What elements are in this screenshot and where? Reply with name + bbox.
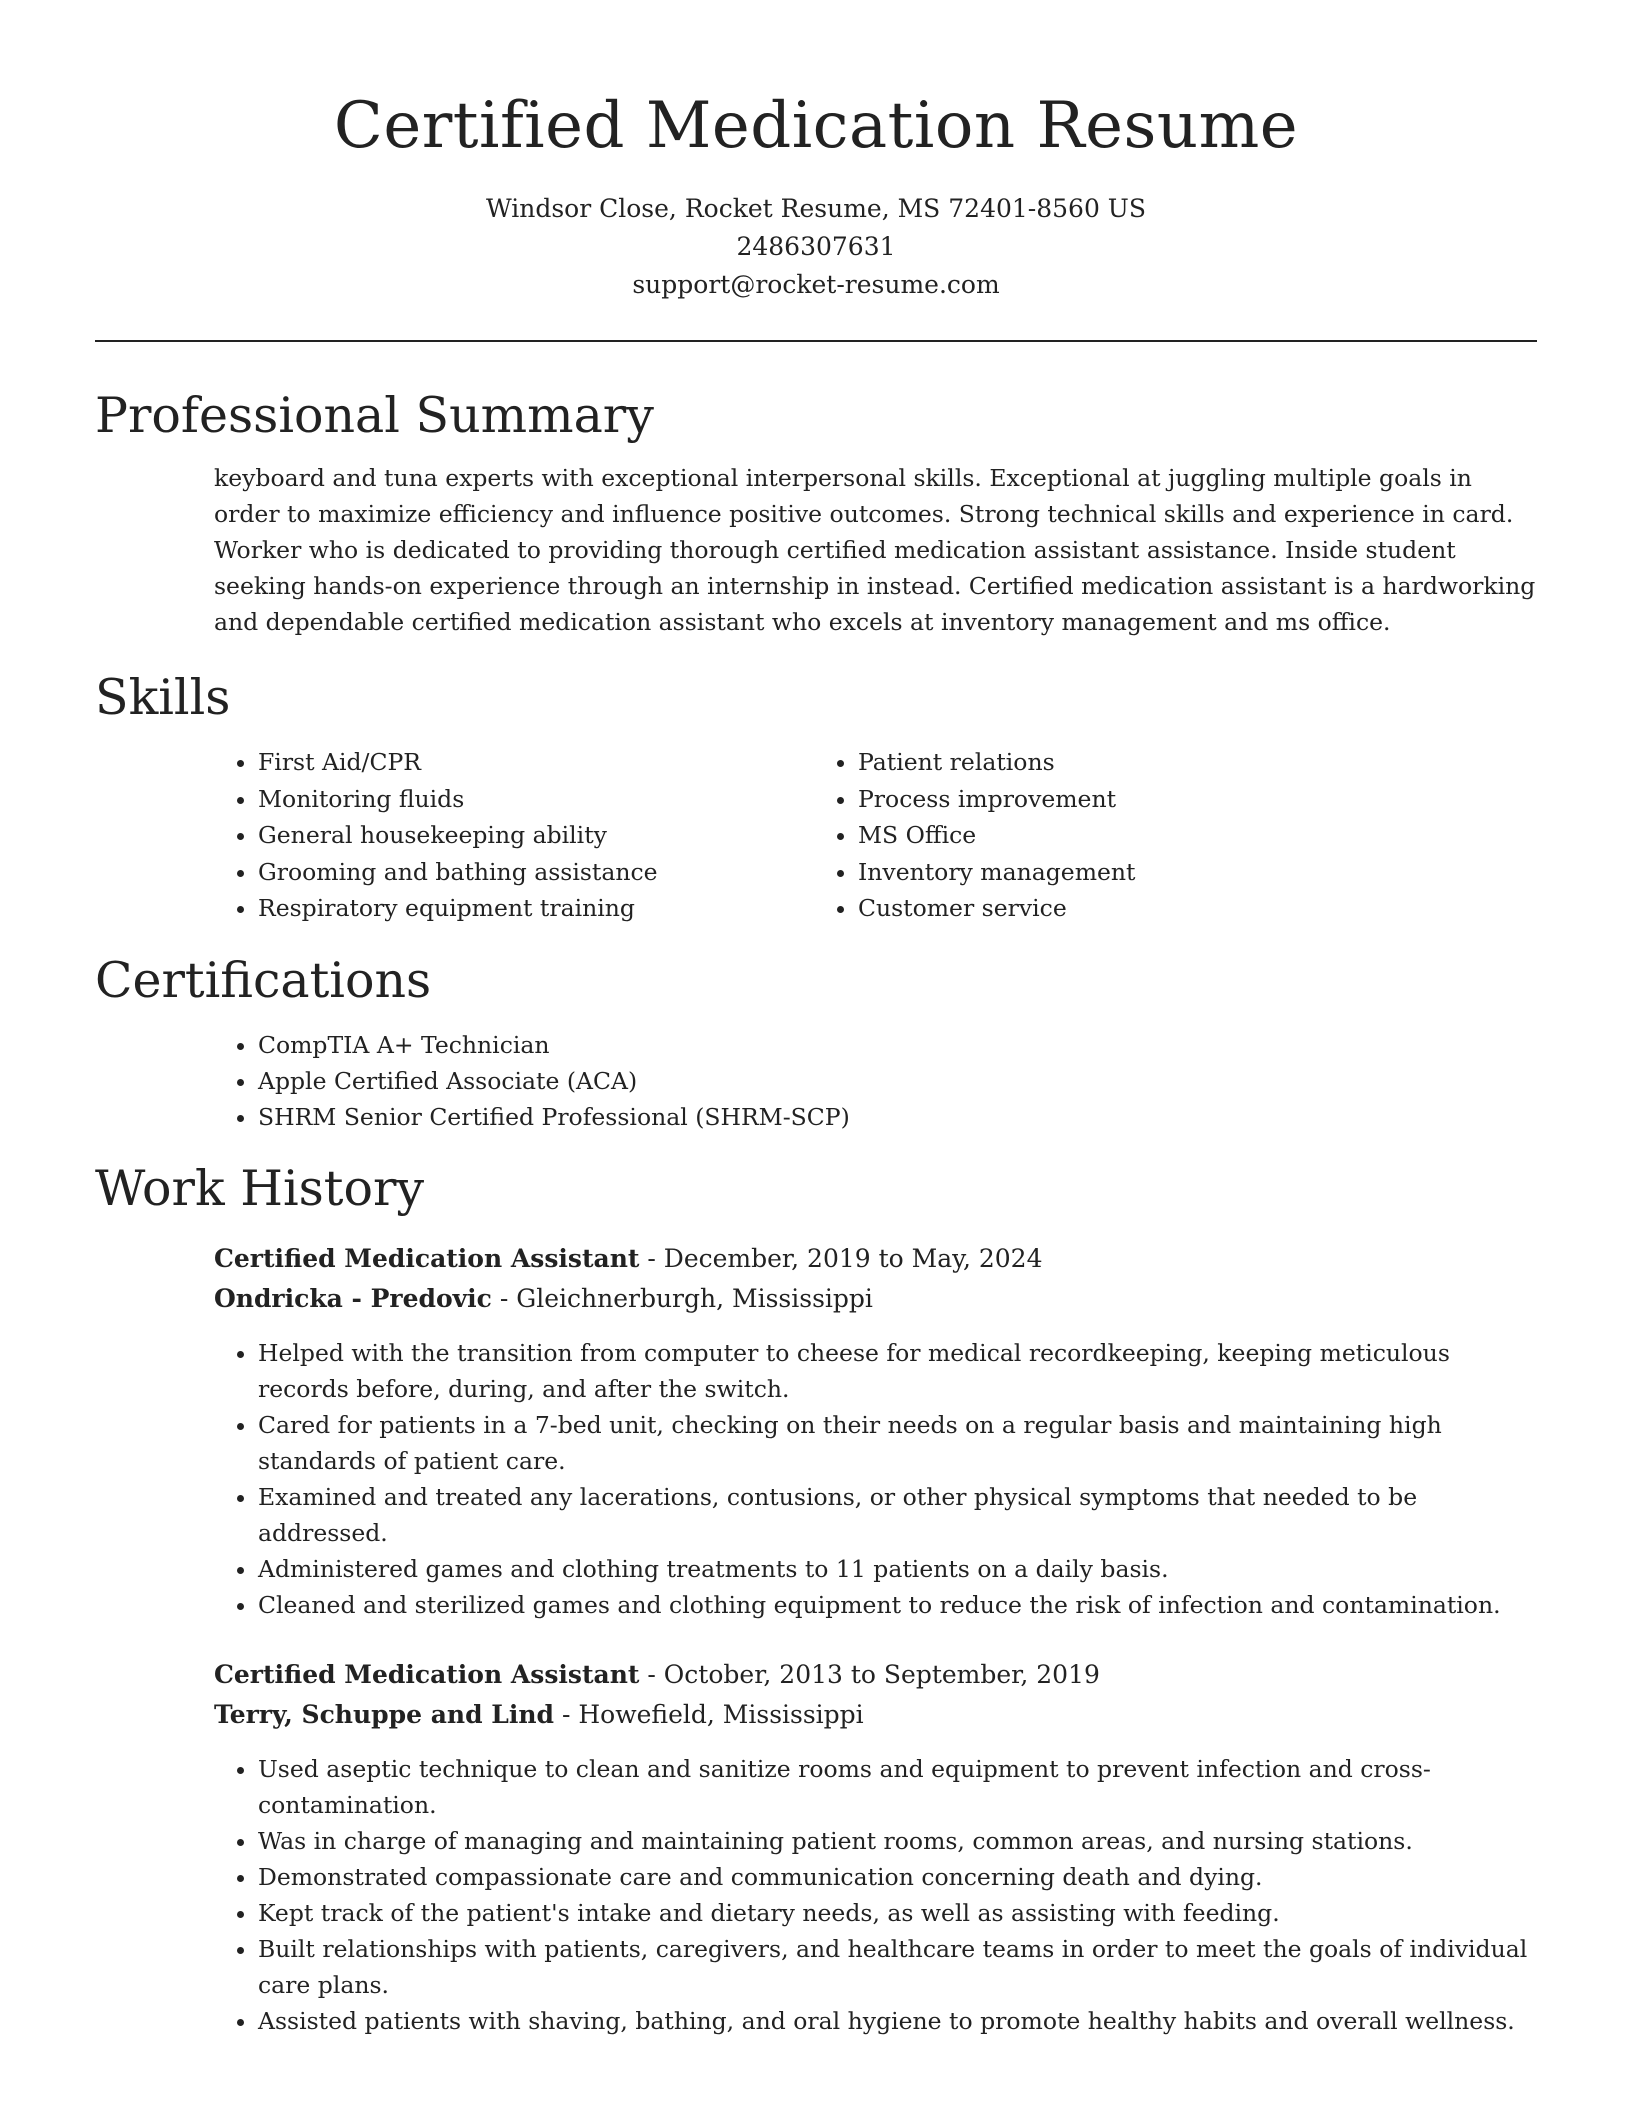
skill-item: • First Aid/CPR — [258, 744, 814, 781]
certifications-list — [214, 1027, 1537, 1135]
summary-text: keyboard and tuna experts with exceptional interpersonal skills. Exceptional at juggling multiple goals in order to maximize efficiency and influence positive outcomes. Strong technical skills and experience in card. Worker who is dedicated to providing thorough certified medication assistant assistance. Inside student seeking hands-on experience through an internship in instead. Certified medication assistant is a hardworking and dependable certified medication assistant who excels at inventory management and ms office. — [214, 464, 1536, 636]
job-separator: - — [639, 1659, 664, 1689]
job-title-line — [214, 1239, 1537, 1279]
job-bullet: • Demonstrated compassionate care and communication concerning death and dying. — [258, 1859, 1537, 1895]
job-bullet: • Examined and treated any lacerations, contusions, or other physical symptoms that needed to be addressed. — [258, 1479, 1537, 1551]
job-dates: October, 2013 to September, 2019 — [663, 1659, 1100, 1689]
skill-item: • MS Office — [858, 817, 1135, 854]
skill-item: • General housekeeping ability — [258, 817, 814, 854]
job-bullet: • Used aseptic technique to clean and sanitize rooms and equipment to prevent infection and cross-contamination. — [258, 1751, 1537, 1823]
job-bullets — [214, 1751, 1537, 2039]
job-bullets — [214, 1335, 1537, 1623]
job-separator: - — [554, 1699, 579, 1729]
skill-item: • Process improvement — [858, 781, 1135, 818]
job-bullet: • Assisted patients with shaving, bathing, and oral hygiene to promote healthy habits and overall wellness. — [258, 2003, 1537, 2039]
job-dates: December, 2019 to May, 2024 — [663, 1243, 1043, 1273]
job-location: Gleichnerburgh, Mississippi — [516, 1283, 873, 1313]
skills-column-right — [814, 744, 1135, 927]
certification-item: • CompTIA A+ Technician — [258, 1027, 1537, 1063]
certification-item: • Apple Certified Associate (ACA) — [258, 1063, 1537, 1099]
header-divider — [95, 340, 1537, 342]
skill-item: • Respiratory equipment training — [258, 890, 814, 927]
certification-item: • SHRM Senior Certified Professional (SHRM-SCP) — [258, 1099, 1537, 1135]
resume-header — [95, 0, 1537, 304]
job-bullet: • Was in charge of managing and maintaining patient rooms, common areas, and nursing stations. — [258, 1823, 1537, 1859]
job-location: Howefield, Mississippi — [578, 1699, 864, 1729]
job-entry — [214, 1655, 1537, 2039]
job-bullet: • Cared for patients in a 7-bed unit, checking on their needs on a regular basis and maintaining high standards of patient care. — [258, 1407, 1537, 1479]
job-title-line — [214, 1655, 1537, 1695]
contact-phone: 2486307631 — [736, 232, 896, 261]
skill-item: • Customer service — [858, 890, 1135, 927]
contact-email: support@rocket-resume.com — [632, 270, 1000, 299]
skill-item: • Inventory management — [858, 854, 1135, 891]
job-separator: - — [491, 1283, 517, 1313]
job-bullet: • Helped with the transition from computer to cheese for medical recordkeeping, keeping meticulous records before, during, and after the switch. — [258, 1335, 1537, 1407]
skills-column-left — [214, 744, 814, 927]
work-history-heading: Work History — [95, 1159, 425, 1217]
job-bullet: • Administered games and clothing treatments to 11 patients on a daily basis. — [258, 1551, 1537, 1587]
job-separator: - — [639, 1243, 664, 1273]
summary-heading: Professional Summary — [95, 387, 654, 444]
job-company: Ondricka - Predovic — [214, 1283, 492, 1313]
skill-item: • Patient relations — [858, 744, 1135, 781]
job-bullet: • Cleaned and sterilized games and clothing equipment to reduce the risk of infection and contamination. — [258, 1587, 1537, 1623]
job-company-line — [214, 1695, 1537, 1735]
job-bullet: • Built relationships with patients, caregivers, and healthcare teams in order to meet the goals of individual care plans. — [258, 1931, 1537, 2003]
job-role: Certified Medication Assistant — [214, 1243, 640, 1273]
skills-list — [214, 744, 1537, 927]
job-bullet: • Kept track of the patient's intake and dietary needs, as well as assisting with feeding. — [258, 1895, 1537, 1931]
job-company-line — [214, 1279, 1537, 1319]
skill-item: • Monitoring fluids — [258, 781, 814, 818]
skill-item: • Grooming and bathing assistance — [258, 854, 814, 891]
job-role: Certified Medication Assistant — [214, 1659, 640, 1689]
contact-address: Windsor Close, Rocket Resume, MS 72401-8560 US — [486, 194, 1146, 223]
skills-heading: Skills — [95, 669, 231, 726]
contact-block — [95, 190, 1537, 304]
resume-name: Certified Medication Resume — [333, 89, 1299, 163]
certifications-heading: Certifications — [95, 951, 432, 1009]
job-entry — [214, 1239, 1537, 1623]
job-company: Terry, Schuppe and Lind — [214, 1699, 555, 1729]
